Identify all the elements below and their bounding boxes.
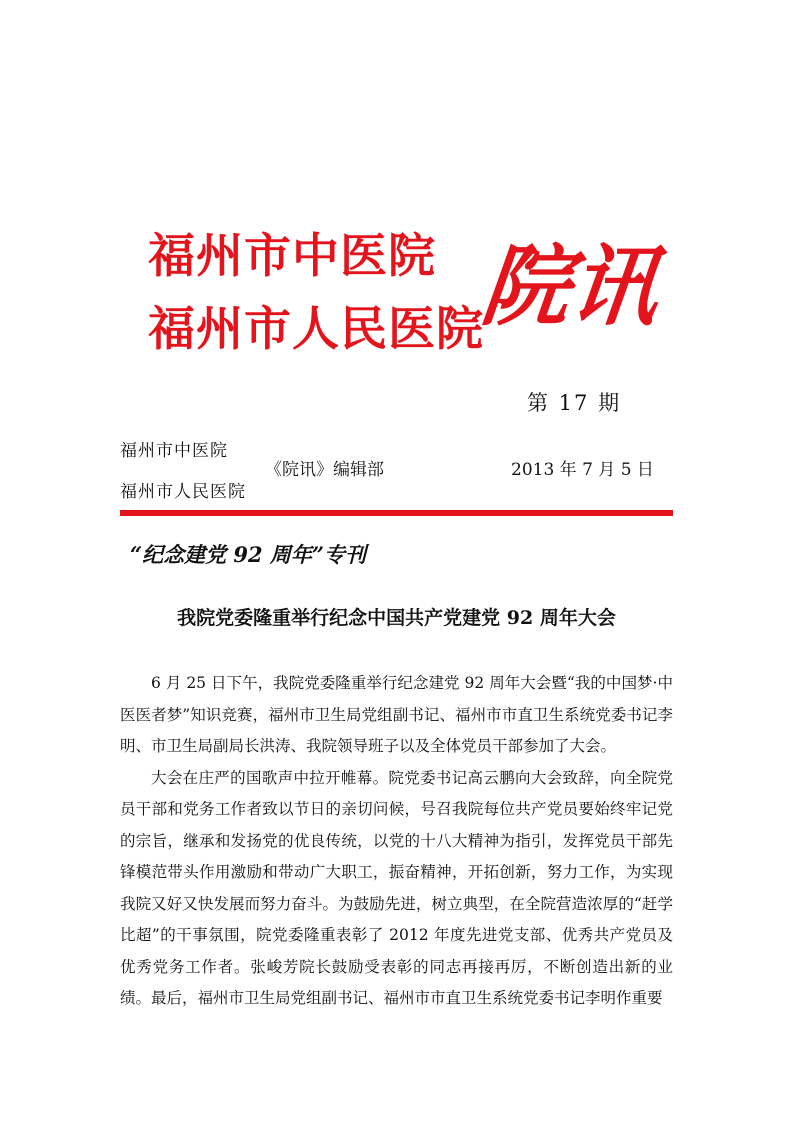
article-body	[120, 668, 673, 1015]
article-paragraph: 大会在庄严的国歌声中拉开帷幕。院党委书记高云鹏向大会致辞，向全院党员干部和党务工作者致以节日的亲切问候，号召我院每位共产党员要始终牢记党的宗旨，继承和发扬党的优良传统，以党的十八大精神为指引，发挥党员干部先锋模范带头作用激励和带动广大职工，振奋精神，开拓创新，努力工作，为实现我院又好又快发展而努力奋斗。为鼓励先进，树立典型，在全院营造浓厚的“赶学比超”的干事氛围，院党委隆重表彰了 2012 年度先进党支部、优秀共产党员及优秀党务工作者。张峻芳院长鼓励受表彰的同志再接再厉，不断创造出新的业绩。最后，福州市卫生局党组副书记、福州市市直卫生系统党委书记李明作重要	[120, 768, 673, 1007]
special-edition-label: “纪念建党 92 周年”专刊	[130, 542, 367, 567]
publisher-hospital-2: 福州市人民医院	[120, 482, 246, 502]
publication-title: 院讯	[476, 235, 664, 338]
issue-number: 第 17 期	[527, 391, 622, 415]
masthead-hospital-name-1: 福州市中医院	[148, 229, 436, 284]
article-paragraph: 6 月 25 日下午，我院党委隆重举行纪念建党 92 周年大会暨“我的中国梦·中医医者梦”知识竞赛，福州市卫生局党组副书记、福州市市直卫生系统党委书记李明、市卫生局副局长洪涛、我院领导班子以及全体党员干部参加了大会。	[120, 674, 673, 755]
red-divider	[120, 510, 673, 516]
publication-date: 2013 年 7 月 5 日	[511, 460, 654, 480]
publisher-hospital-1: 福州市中医院	[120, 441, 228, 461]
editorial-department: 《院讯》编辑部	[265, 460, 384, 480]
masthead-hospital-name-2: 福州市人民医院	[148, 302, 484, 357]
article-headline: 我院党委隆重举行纪念中国共产党建党 92 周年大会	[177, 607, 616, 629]
